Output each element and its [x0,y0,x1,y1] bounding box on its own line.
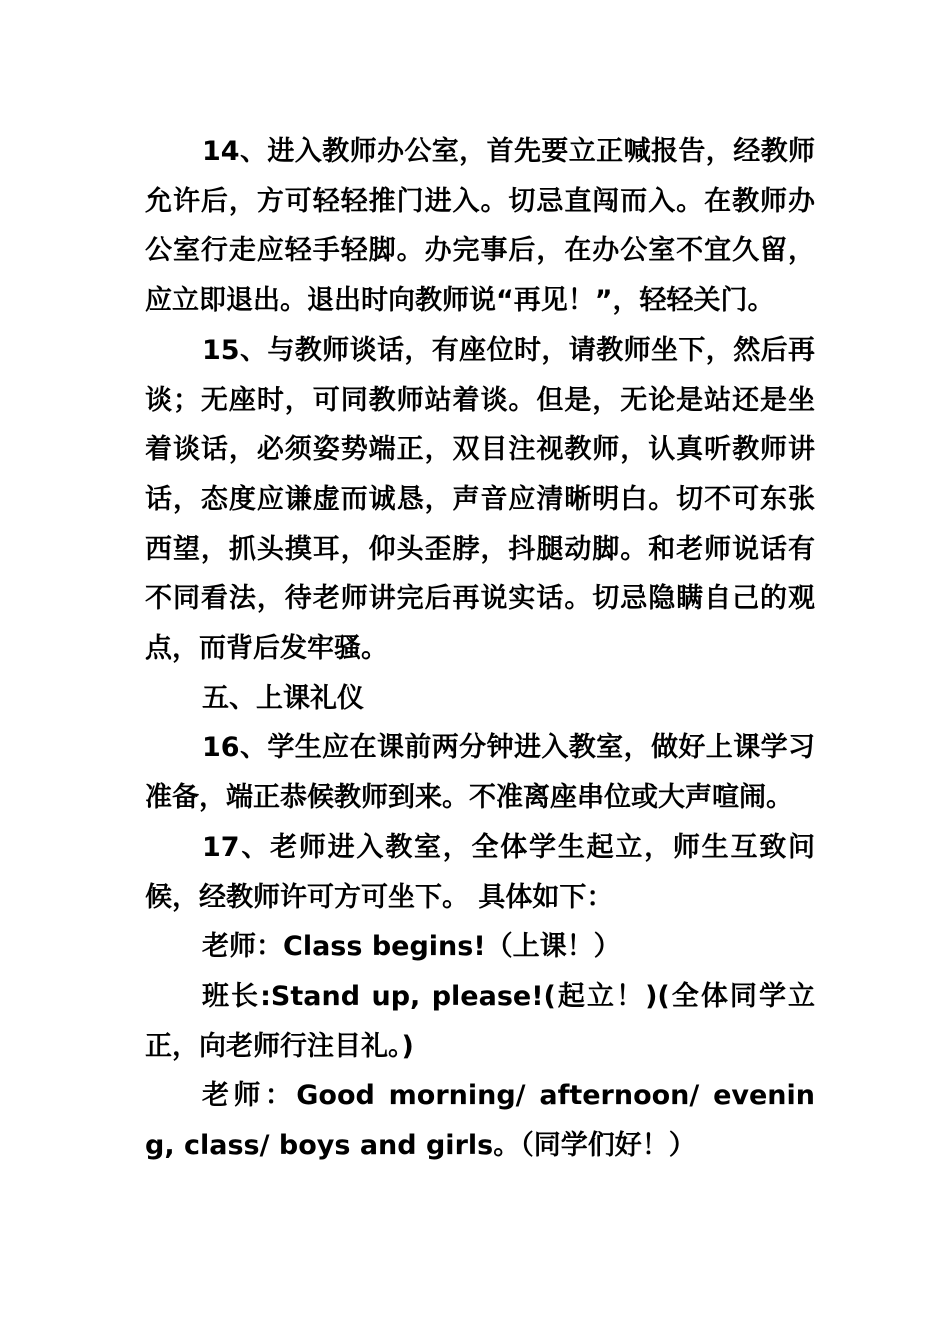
paragraph-16: 16、学生应在课前两分钟进入教室，做好上课学习准备，端正恭候教师到来。不准离座串位或大声喧闹。 [145,732,815,814]
paragraph-17: 17、老师进入教室，全体学生起立，师生互致问候，经教师许可方可坐下。 具体如下： [145,831,815,913]
section-heading-five: 五、上课礼仪 [202,682,364,714]
paragraph-15: 15、与教师谈话，有座位时，请教师坐下，然后再谈；无座时，可同教师站着谈。但是，无论是站还是坐着谈话，必须姿势端正，双目注视教师，认真听教师讲话，态度应谦虚而诚恳，声音应清晰明白。切不可东张西望，抓头摸耳，仰头歪脖，抖腿动脚。和老师说话有不同看法，待老师讲完后再说实话。切忌隐瞒自己的观点，而背后发牢骚。 [145,334,815,665]
dialogue-teacher-class-begins: 老师：Class begins!（上课！） [202,931,621,963]
dialogue-teacher-greeting: 老师：Good morning/ afternoon/ evening, class/ boys and girls。（同学们好！） [145,1080,815,1162]
document-body [145,127,815,1171]
dialogue-monitor-stand-up: 班长:Stand up, please!(起立！)(全体同学立正，向老师行注目礼。) [145,980,815,1062]
paragraph-14: 14、进入教师办公室，首先要立正喊报告，经教师允许后，方可轻轻推门进入。切忌直闯而入。在教师办公室行走应轻手轻脚。办完事后，在办公室不宜久留，应立即退出。退出时向教师说“再见！”，轻轻关门。 [145,136,815,317]
